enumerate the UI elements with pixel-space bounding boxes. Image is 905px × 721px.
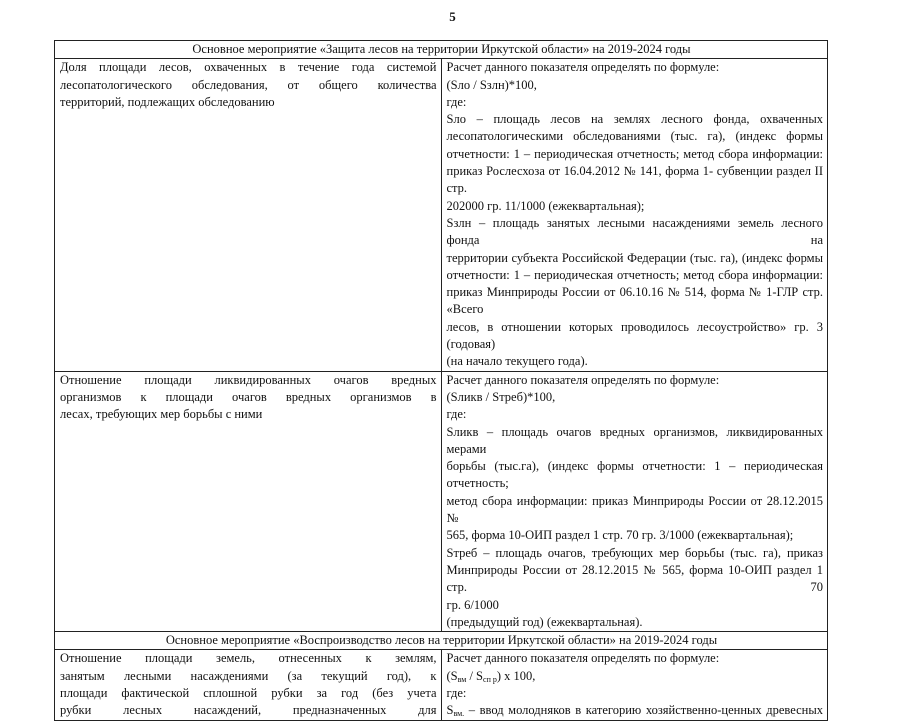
- calculation-method-cell: [441, 59, 828, 371]
- method-line: лесопатологическими обследованиями (тыс. га), (индекс формы: [446, 129, 823, 144]
- indicator-line: Отношение площади земель, отнесенных к землям,: [60, 651, 437, 666]
- method-line: территории субъекта Российской Федерации (тыс. га), (индекс формы: [446, 250, 823, 265]
- method-line: где:: [446, 94, 467, 109]
- method-line: приказ Рослесхоза от 16.04.2012 № 141, форма 1- субвенции раздел II стр.: [446, 164, 823, 196]
- method-line: Sтреб – площадь очагов, требующих мер борьбы (тыс. га), приказ: [446, 545, 823, 560]
- indicator-cell: [55, 650, 442, 720]
- indicator-cell: [55, 59, 442, 371]
- variable-symbol: S: [446, 703, 454, 718]
- method-line: где:: [446, 407, 467, 422]
- indicator-line: площади фактической сплошной рубки за год (без учета: [60, 685, 437, 700]
- method-line: 202000 гр. 11/1000 (ежеквартальная);: [446, 198, 645, 213]
- method-line: гр. 6/1000: [446, 597, 499, 612]
- method-line: где:: [446, 685, 467, 700]
- section-header-row: [55, 632, 828, 650]
- method-line: (на начало текущего года).: [446, 354, 588, 369]
- method-line: Минприроды России от 28.12.2015 № 565, форма 10-ОИП раздел 1 стр. 70: [446, 562, 823, 595]
- indicator-line: Доля площади лесов, охваченных в течение года системой: [60, 60, 437, 75]
- method-line: лесов, в отношении которых проводилось лесоустройство» гр. 3 (годовая): [446, 319, 823, 352]
- method-line: Sло – площадь лесов на землях лесного фонда, охваченных: [446, 112, 823, 127]
- formula-line: (Sликв / Sтреб)*100,: [446, 389, 556, 404]
- formula-subscript: вм.: [453, 709, 465, 719]
- indicator-line: лесопатологического обследования, от общего количества: [60, 77, 437, 92]
- method-line: борьбы (тыс.га), (индекс формы отчетности: 1 – периодическая отчетность;: [446, 459, 823, 491]
- indicator-line: лесах, требующих мер борьбы с ними: [60, 407, 263, 422]
- table-row: [55, 371, 828, 631]
- variable-description: – ввод молодняков в категорию хозяйственно-ценных древесных: [464, 703, 823, 718]
- method-line: приказ Минприроды России от 06.10.16 № 514, форма № 1-ГЛР стр. «Всего: [446, 285, 823, 317]
- formula-mid: / S: [466, 668, 484, 683]
- indicators-table: [54, 40, 828, 721]
- section-header-row: [55, 41, 828, 59]
- method-line: (предыдущий год) (ежеквартальная).: [446, 614, 643, 629]
- section-title-forest-protection: Основное мероприятие «Защита лесов на территории Иркутской области» на 2019-2024 годы: [55, 41, 828, 59]
- indicator-line: занятым лесными насаждениями (за текущий год), к: [60, 668, 437, 683]
- method-line: Sзлн – площадь занятых лесными насаждениями земель лесного фонда на: [446, 215, 823, 248]
- method-line: 565, форма 10-ОИП раздел 1 стр. 70 гр. 3/1000 (ежеквартальная);: [446, 528, 794, 543]
- method-line: отчетности: 1 – периодическая отчетность; метод сбора информации:: [446, 146, 823, 161]
- method-line: Sликв – площадь очагов вредных организмов, ликвидированных мерами: [446, 424, 823, 456]
- table-row: [55, 59, 828, 371]
- method-line: [447, 702, 824, 719]
- method-line: отчетности: 1 – периодическая отчетность; метод сбора информации:: [446, 267, 823, 282]
- method-line: Расчет данного показателя определять по формуле:: [446, 60, 720, 75]
- formula-open: (S: [446, 668, 458, 683]
- calculation-method-cell: [441, 650, 828, 720]
- formula-line: [447, 668, 824, 685]
- calculation-method-cell: [441, 371, 828, 631]
- indicator-line: Отношение площади ликвидированных очагов вредных: [60, 372, 437, 387]
- indicator-cell: [55, 371, 442, 631]
- indicator-line: организмов к площади очагов вредных организмов в: [60, 389, 437, 404]
- page-number: 5: [449, 9, 456, 24]
- formula-subscript: сп р: [483, 674, 497, 684]
- formula-close: ) x 100,: [496, 668, 536, 683]
- method-line: метод сбора информации: приказ Минприроды России от 28.12.2015 №: [446, 493, 823, 526]
- section-title-forest-reproduction: Основное мероприятие «Воспроизводство лесов на территории Иркутской области» на 2019-2024 годы: [55, 632, 828, 650]
- method-line: Расчет данного показателя определять по формуле:: [446, 372, 720, 387]
- formula-subscript: вм: [457, 674, 467, 684]
- indicator-line: территорий, подлежащих обследованию: [60, 94, 275, 109]
- formula-line: (Sло / Sзлн)*100,: [446, 77, 537, 92]
- method-line: Расчет данного показателя определять по формуле:: [446, 651, 720, 666]
- table-row: [55, 650, 828, 720]
- indicator-line: рубки лесных насаждений, предназначенных для: [60, 703, 437, 718]
